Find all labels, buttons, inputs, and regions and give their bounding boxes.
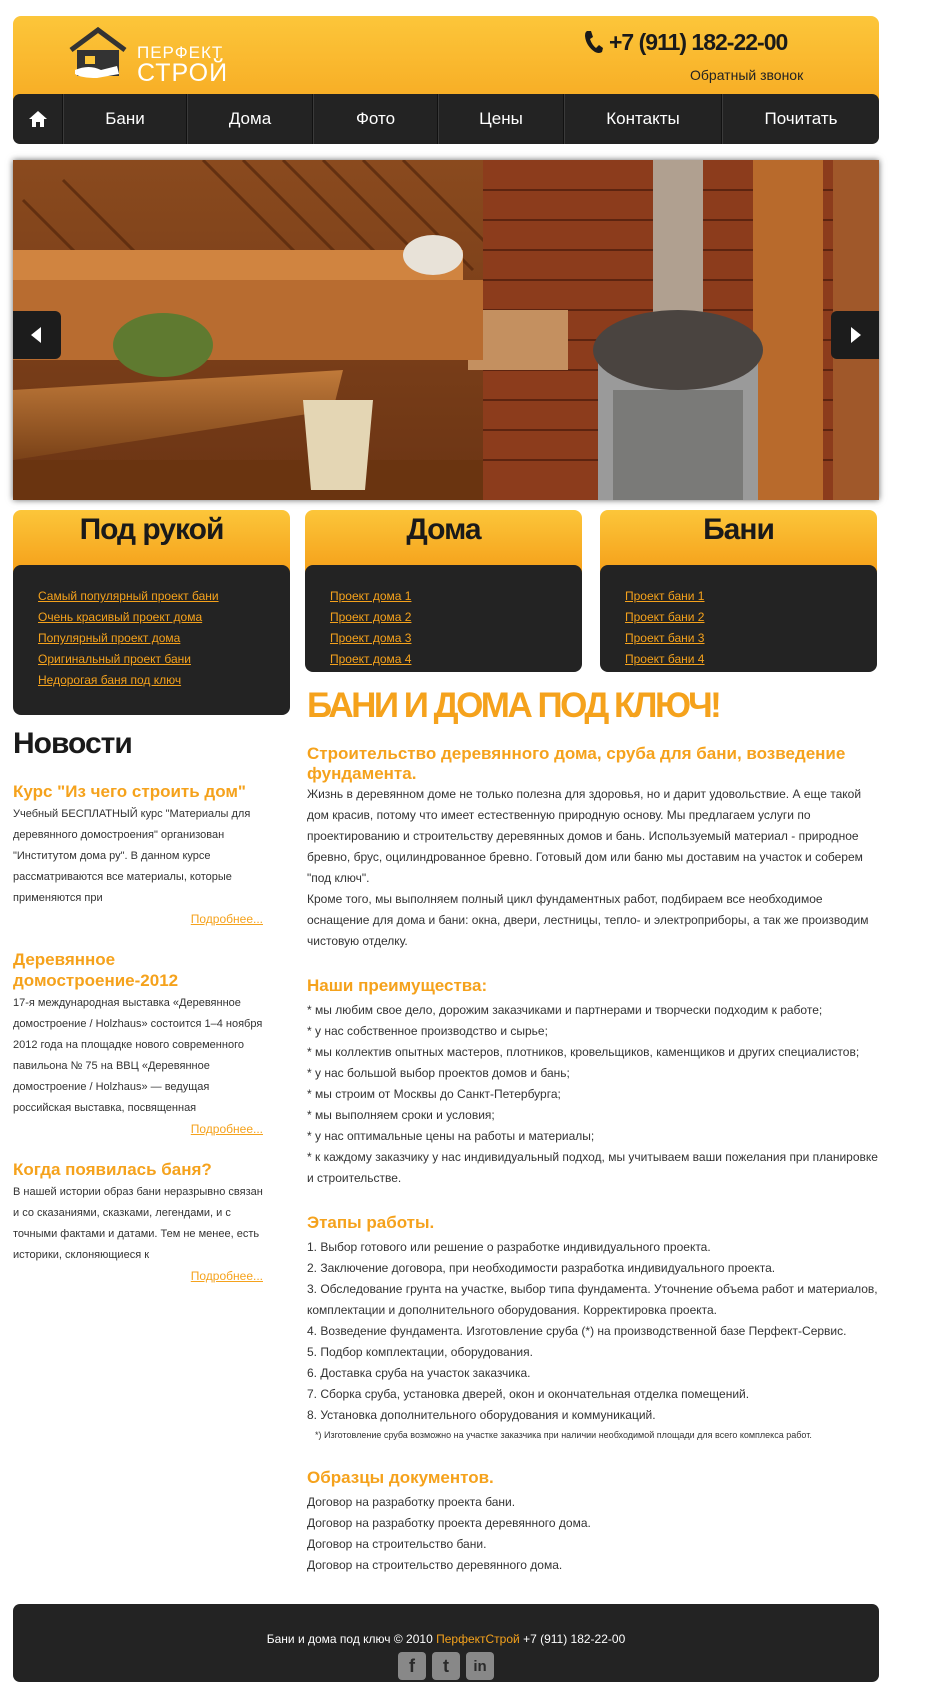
page-subtitle: Строительство деревянного дома, сруба для бани, возведение фундамента.: [307, 744, 846, 783]
box-link[interactable]: Проект бани 4: [625, 652, 705, 666]
logo[interactable]: [67, 26, 237, 86]
nav-item-pochitat[interactable]: Почитать: [722, 94, 879, 144]
footnote: *) Изготовление сруба возможно на участке заказчика при наличии необходимой площади для всего комплекса работ.: [315, 1430, 812, 1440]
list-item: * у нас оптимальные цены на работы и материалы;: [307, 1129, 595, 1143]
sauna-photo: [13, 160, 879, 500]
news-item-title[interactable]: Когда появилась баня?: [13, 1160, 212, 1179]
document-link[interactable]: Договор на разработку проекта деревянного дома.: [307, 1516, 591, 1530]
slider-prev-button[interactable]: [13, 311, 61, 359]
list-item: 3. Обследование грунта на участке, выбор типа фундамента. Уточнение объема работ и материалов, комплектации и дополнительного оборудования. Корректировка проекта.: [307, 1282, 878, 1317]
documents-heading: Образцы документов.: [307, 1468, 494, 1487]
main-nav: [13, 94, 879, 144]
list-item: 6. Доставка сруба на участок заказчика.: [307, 1366, 531, 1380]
list-item: * мы выполняем сроки и условия;: [307, 1108, 495, 1122]
list-item: 7. Сборка сруба, установка дверей, окон и окончательная отделка помещений.: [307, 1387, 750, 1401]
list-item: * у нас большой выбор проектов домов и бань;: [307, 1066, 570, 1080]
list-item: * мы любим свое дело, дорожим заказчиками и партнерами и творчески подходим к работе;: [307, 1003, 823, 1017]
box-title: Дома: [305, 510, 582, 572]
advantages-heading: Наши преимущества:: [307, 976, 488, 995]
box-pod-rukoy: [13, 510, 290, 687]
home-icon: [29, 111, 47, 127]
document-link[interactable]: Договор на строительство деревянного дома.: [307, 1558, 563, 1572]
advantages-list: [307, 1000, 882, 1189]
news-more-link[interactable]: Подробнее...: [190, 1269, 263, 1283]
list-item: 2. Заключение договора, при необходимости разработка индивидуального проекта.: [307, 1261, 776, 1275]
phone-number: +7 (911) 182-22-00: [609, 29, 788, 55]
news-item-title[interactable]: Курс "Из чего строить дом": [13, 782, 246, 801]
news-item-text: В нашей истории образ бани неразрывно связан и со сказаниями, сказками, легендами, и с точными фактами и датами. Тем не менее, есть историки, склоняющиеся к: [13, 1186, 263, 1261]
linkedin-icon[interactable]: in: [466, 1652, 494, 1680]
box-link[interactable]: Проект бани 3: [625, 631, 705, 645]
advantages-section: [307, 976, 882, 1189]
news-item: [13, 949, 263, 1136]
list-item: * мы коллектив опытных мастеров, плотников, кровельщиков, каменщиков и других специалистов;: [307, 1045, 860, 1059]
box-title: Бани: [600, 510, 877, 572]
steps-section: [307, 1213, 882, 1444]
steps-list: [307, 1237, 882, 1426]
slider-next-button[interactable]: [831, 311, 879, 359]
nav-item-doma[interactable]: Дома: [187, 94, 313, 144]
box-bani: [600, 510, 877, 672]
box-link[interactable]: Проект дома 3: [330, 631, 412, 645]
box-link[interactable]: Проект бани 1: [625, 589, 705, 603]
page-title: БАНИ И ДОМА ПОД КЛЮЧ!: [307, 686, 720, 725]
list-item: 8. Установка дополнительного оборудования и коммуникаций.: [307, 1408, 656, 1422]
copyright: Бани и дома под ключ © 2010: [266, 1632, 433, 1646]
footer: [13, 1604, 879, 1682]
box-link[interactable]: Самый популярный проект бани: [38, 589, 219, 603]
chevron-left-icon: [31, 327, 43, 343]
box-link[interactable]: Проект дома 4: [330, 652, 412, 666]
news-more-link[interactable]: Подробнее...: [190, 1122, 263, 1136]
box-link[interactable]: Оригинальный проект бани: [38, 652, 191, 666]
footer-text: [13, 1632, 879, 1646]
news-item-text: 17-я международная выставка «Деревянное домостроение / Holzhaus» состоится 1–4 ноября 2012 года на площадке нового современного павильона № 75 на ВВЦ «Деревянное домостроение / Holzhaus» — ведущая российская выставка, посвященная: [13, 997, 263, 1114]
main-content: [307, 686, 882, 1576]
logo-line-2: СТРОЙ: [137, 59, 229, 87]
news-item: [13, 1159, 263, 1283]
box-link[interactable]: Проект дома 1: [330, 589, 412, 603]
box-link[interactable]: Недорогая баня под ключ: [38, 673, 182, 687]
news-section: [13, 727, 263, 1306]
box-links: [13, 565, 290, 715]
nav-item-kontakty[interactable]: Контакты: [564, 94, 722, 144]
house-logo-icon: [67, 26, 129, 82]
intro-paragraph: Кроме того, мы выполняем полный цикл фундаментных работ, подбираем все необходимое оснащение для дома и бани: окна, двери, лестницы, тепло- и электроприборы, а так же производим чистовую отделку.: [307, 892, 869, 948]
chevron-right-icon: [849, 327, 861, 343]
social-links: [398, 1652, 494, 1680]
image-slider: [13, 160, 879, 500]
list-item: 5. Подбор комплектации, оборудования.: [307, 1345, 533, 1359]
box-link[interactable]: Проект бани 2: [625, 610, 705, 624]
box-link[interactable]: Популярный проект дома: [38, 631, 181, 645]
box-link[interactable]: Очень красивый проект дома: [38, 610, 203, 624]
box-links: [600, 565, 877, 672]
document-link[interactable]: Договор на строительство бани.: [307, 1537, 487, 1551]
box-doma: [305, 510, 582, 672]
nav-item-bani[interactable]: Бани: [63, 94, 187, 144]
nav-item-ceny[interactable]: Цены: [438, 94, 564, 144]
twitter-icon[interactable]: t: [432, 1652, 460, 1680]
list-item: 1. Выбор готового или решение о разработке индивидуального проекта.: [307, 1240, 711, 1254]
phone: [583, 29, 833, 59]
footer-brand-link[interactable]: ПерфектСтрой: [436, 1632, 520, 1646]
news-item-title[interactable]: Деревянное домостроение-2012: [13, 950, 179, 990]
intro-paragraph: Жизнь в деревянном доме не только полезна для здоровья, но и дарит удовольствие. А еще такой дом красив, потому что имеет естественную природную основу. Мы предлагаем услуги по проектированию и строительству деревянных домов и бань. Используемый материал - природное бревно, брус, оцилиндрованное бревно. Готовый дом или баню мы доставим на участок и соберем "под ключ".: [307, 787, 863, 885]
list-item: * к каждому заказчику у нас индивидуальный подход, мы учитываем ваши пожелания при планировке и строительстве.: [307, 1150, 878, 1185]
list-item: * у нас собственное производство и сырье;: [307, 1024, 548, 1038]
steps-heading: Этапы работы.: [307, 1213, 435, 1232]
documents-section: [307, 1468, 882, 1576]
box-link[interactable]: Проект дома 2: [330, 610, 412, 624]
news-item-text: Учебный БЕСПЛАТНЫЙ курс "Материалы для деревянного домостроения" организован "Институтом дома ру". В данном курсе рассматриваются все материалы, которые применяются при: [13, 808, 251, 904]
box-title: Под рукой: [13, 510, 290, 572]
box-links: [305, 565, 582, 672]
news-more-link[interactable]: Подробнее...: [190, 912, 263, 926]
list-item: 4. Возведение фундамента. Изготовление сруба (*) на производственной базе Перфект-Сервис.: [307, 1324, 847, 1338]
phone-icon: [583, 30, 603, 54]
nav-home[interactable]: [13, 94, 63, 144]
document-link[interactable]: Договор на разработку проекта бани.: [307, 1495, 516, 1509]
list-item: * мы строим от Москвы до Санкт-Петербурга;: [307, 1087, 561, 1101]
logo-line-1: ПЕРФЕКТ: [137, 43, 224, 62]
facebook-icon[interactable]: f: [398, 1652, 426, 1680]
callback-link[interactable]: Обратный звонок: [690, 67, 804, 83]
news-heading: Новости: [13, 727, 132, 760]
footer-phone: +7 (911) 182-22-00: [523, 1632, 626, 1646]
nav-item-foto[interactable]: Фото: [313, 94, 438, 144]
news-item: [13, 781, 263, 926]
documents-list: [307, 1492, 882, 1576]
